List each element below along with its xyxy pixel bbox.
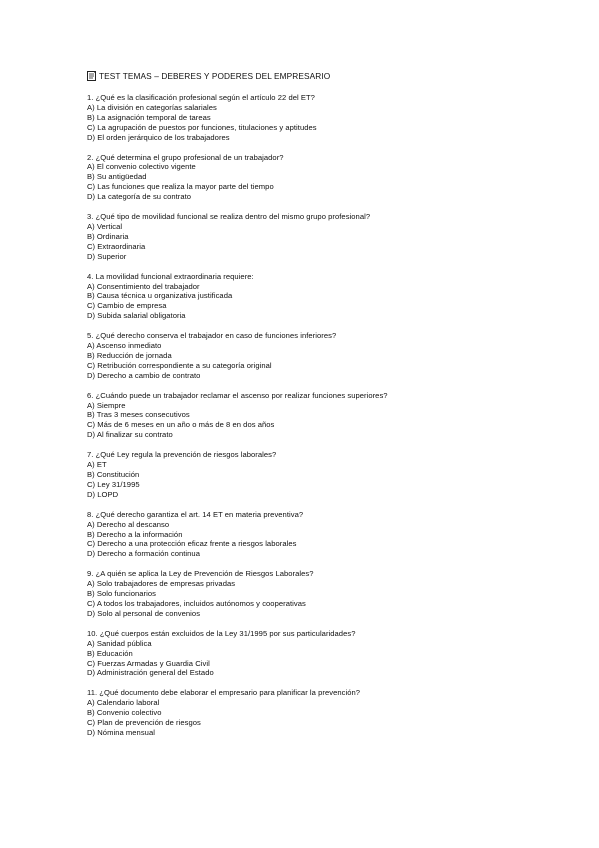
answer-option: A) Ascenso inmediato	[87, 341, 162, 351]
answer-option: A) Sanidad pública	[87, 638, 152, 648]
question-text: 3. ¿Qué tipo de movilidad funcional se realiza dentro del mismo grupo profesional?	[87, 212, 371, 222]
question-block	[87, 510, 567, 560]
answer-option: D) LOPD	[87, 489, 119, 499]
answer-option: C) La agrupación de puestos por funciones, titulaciones y aptitudes	[87, 122, 317, 132]
answer-option: A) La división en categorías salariales	[87, 102, 217, 112]
answer-option: A) Consentimiento del trabajador	[87, 281, 200, 291]
answer-option: D) Nómina mensual	[87, 727, 155, 737]
question-block	[87, 629, 567, 679]
answer-option: C) Plan de prevención de riesgos	[87, 718, 201, 728]
answer-option: C) A todos los trabajadores, incluidos autónomos y cooperativas	[87, 598, 306, 608]
answer-option: D) Superior	[87, 251, 127, 261]
answer-option: D) Subida salarial obligatoria	[87, 311, 186, 321]
question-block	[87, 93, 567, 143]
question-text: 10. ¿Qué cuerpos están excluidos de la Ley 31/1995 por sus particularidades?	[87, 628, 356, 638]
answer-option: B) Tras 3 meses consecutivos	[87, 410, 190, 420]
question-block	[87, 569, 567, 619]
question-text: 4. La movilidad funcional extraordinaria requiere:	[87, 271, 254, 281]
answer-option: C) Extraordinaria	[87, 241, 146, 251]
answer-option: A) El convenio colectivo vigente	[87, 162, 196, 172]
answer-option: C) Cambio de empresa	[87, 301, 167, 311]
answer-option: B) Su antigüedad	[87, 172, 147, 182]
question-text: 9. ¿A quién se aplica la Ley de Prevención de Riesgos Laborales?	[87, 569, 314, 579]
answer-option: C) Más de 6 meses en un año o más de 8 en dos años	[87, 420, 275, 430]
question-block	[87, 272, 567, 322]
answer-option: B) Reducción de jornada	[87, 350, 172, 360]
answer-option: C) Derecho a una protección eficaz frente a riesgos laborales	[87, 539, 297, 549]
question-list	[87, 93, 567, 738]
answer-option: D) Al finalizar su contrato	[87, 430, 173, 440]
document-content	[87, 70, 567, 748]
answer-option: D) Solo al personal de convenios	[87, 608, 201, 618]
question-block	[87, 153, 567, 203]
answer-option: B) Solo funcionarios	[87, 589, 156, 599]
question-block	[87, 391, 567, 441]
answer-option: B) Derecho a la información	[87, 529, 183, 539]
answer-option: A) Vertical	[87, 221, 123, 231]
memo-icon	[87, 71, 96, 81]
answer-option: B) Ordinaria	[87, 231, 129, 241]
answer-option: D) El orden jerárquico de los trabajadores	[87, 132, 230, 142]
question-text: 8. ¿Qué derecho garantiza el art. 14 ET en materia preventiva?	[87, 509, 304, 519]
question-block	[87, 688, 567, 738]
answer-option: B) Educación	[87, 648, 133, 658]
answer-option: C) Las funciones que realiza la mayor parte del tiempo	[87, 182, 274, 192]
answer-option: C) Ley 31/1995	[87, 479, 140, 489]
answer-option: A) Siempre	[87, 400, 126, 410]
question-text: 11. ¿Qué documento debe elaborar el empresario para planificar la prevención?	[87, 688, 361, 698]
question-block	[87, 450, 567, 500]
answer-option: A) Calendario laboral	[87, 698, 160, 708]
question-block	[87, 331, 567, 381]
document-title: TEST TEMAS – DEBERES Y PODERES DEL EMPRESARIO	[99, 71, 331, 81]
answer-option: C) Fuerzas Armadas y Guardia Civil	[87, 658, 210, 668]
question-text: 5. ¿Qué derecho conserva el trabajador en caso de funciones inferiores?	[87, 331, 337, 341]
answer-option: D) Derecho a formación continua	[87, 549, 200, 559]
answer-option: D) Derecho a cambio de contrato	[87, 370, 201, 380]
answer-option: A) Solo trabajadores de empresas privadas	[87, 579, 236, 589]
answer-option: B) Causa técnica u organizativa justificada	[87, 291, 233, 301]
answer-option: B) La asignación temporal de tareas	[87, 112, 211, 122]
answer-option: B) Constitución	[87, 470, 140, 479]
answer-option: D) Administración general del Estado	[87, 668, 214, 678]
answer-option: D) La categoría de su contrato	[87, 192, 192, 202]
document-title-row	[87, 70, 567, 82]
answer-option: A) ET	[87, 460, 107, 470]
question-block	[87, 212, 567, 262]
question-text: 7. ¿Qué Ley regula la prevención de riesgos laborales?	[87, 450, 277, 460]
answer-option: A) Derecho al descanso	[87, 519, 170, 529]
question-text: 2. ¿Qué determina el grupo profesional de un trabajador?	[87, 152, 284, 162]
answer-option: C) Retribución correspondiente a su categoría original	[87, 360, 272, 370]
answer-option: B) Convenio colectivo	[87, 708, 162, 718]
question-text: 1. ¿Qué es la clasificación profesional según el artículo 22 del ET?	[87, 93, 315, 102]
question-text: 6. ¿Cuándo puede un trabajador reclamar el ascenso por realizar funciones superiores?	[87, 390, 388, 400]
